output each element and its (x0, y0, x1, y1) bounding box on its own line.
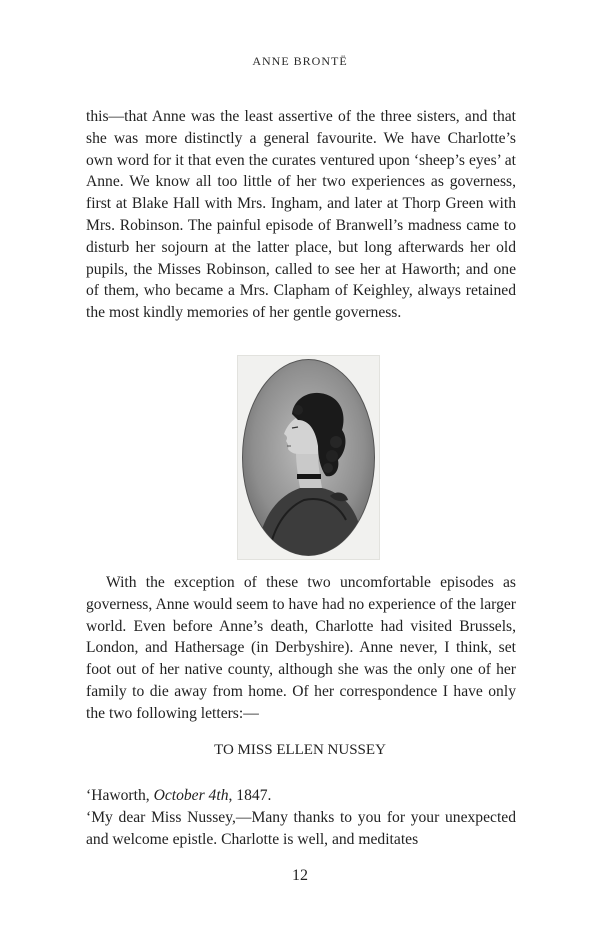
letter-heading: TO MISS ELLEN NUSSEY (214, 742, 386, 758)
paragraph-text: this—that Anne was the least assertive of the three sisters, and that she was more distinctly a general favourite. We have Charlotte’s own word for it that even the curates ventured upon ‘sheep’s eyes’ at Anne. We know all too little of her two experiences as governess, first at Blake Hall with Mrs. Ingham, and later at Thorp Green with Mrs. Robinson. The painful episode of Branwell’s madness came to disturb her sojourn at the latter place, but long afterwards her old pupils, the Misses Robinson, called to see her at Haworth; and one of them, who became a Mrs. Clapham of Keighley, always retained the most kindly memories of her gentle governess. (86, 108, 516, 322)
body-paragraph-1 (86, 106, 516, 324)
paragraph-text: With the exception of these two uncomfortable episodes as governess, Anne would seem to have had no experience of the larger world. Even before Anne’s death, Charlotte had visited Brussels, London, and Hathersage (in Derbyshire). Anne never, I think, set foot out of her native county, although she was the only one of her family to die away from home. Of her correspondence I have only the two following letters:— (86, 574, 516, 722)
dateline-place: ‘Haworth, (86, 787, 154, 804)
portrait-illustration (237, 355, 380, 560)
dateline-year: , 1847. (228, 787, 272, 804)
dateline-date: October 4th (153, 787, 229, 804)
letter-body (86, 785, 516, 850)
page-number: 12 (292, 867, 308, 884)
letter-salutation: ‘My dear Miss Nussey,—Many thanks to you for your unexpected and welcome epistle. Charlotte is well, and meditates (86, 808, 516, 848)
body-paragraph-2 (86, 572, 516, 725)
portrait-oval-image (238, 356, 379, 559)
running-head: ANNE BRONTË (252, 54, 348, 68)
letter-dateline (86, 785, 516, 807)
